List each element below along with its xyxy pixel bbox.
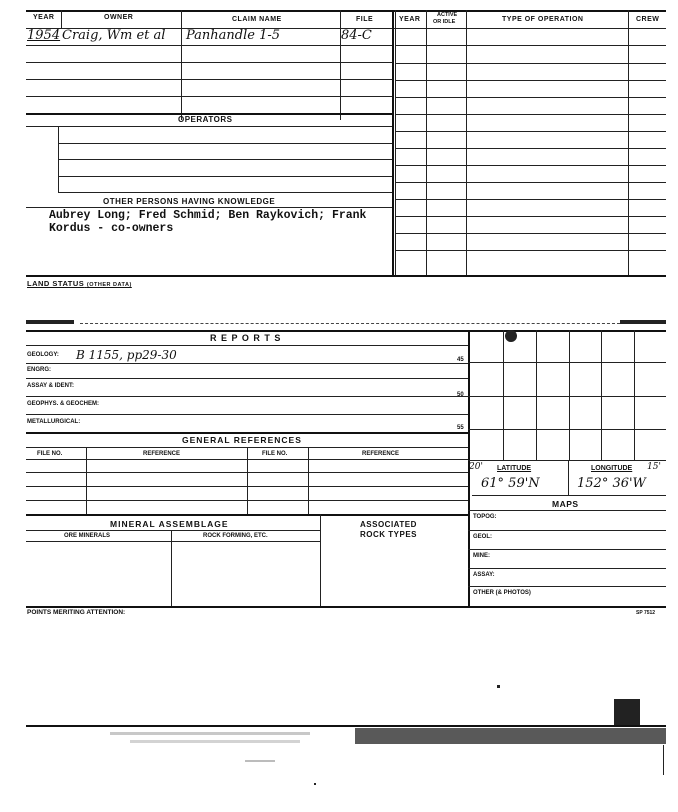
latitude-mark: 20' xyxy=(469,462,483,472)
longitude-label: LONGITUDE xyxy=(591,465,633,472)
punch-hole xyxy=(505,330,517,342)
gen-ref-header-file-2: FILE NO. xyxy=(262,451,288,457)
header-type-of-operation: TYPE OF OPERATION xyxy=(502,16,584,23)
land-status-sub: (OTHER DATA) xyxy=(86,282,132,288)
associated-rock-types-1: ASSOCIATED xyxy=(360,520,417,529)
maps-row-topog: TOPOG: xyxy=(473,514,497,520)
longitude-value: 152° 36'W xyxy=(577,476,646,491)
report-label-geophys: GEOPHYS. & GEOCHEM: xyxy=(27,401,100,407)
entry-claim-name: Panhandle 1-5 xyxy=(186,28,281,43)
report-label-assay: ASSAY & IDENT: xyxy=(27,383,75,389)
latitude-label: LATITUDE xyxy=(497,465,532,472)
ore-minerals-header: ORE MINERALS xyxy=(64,533,111,539)
gen-ref-header-file-1: FILE NO. xyxy=(37,451,63,457)
maps-row-geol: GEOL: xyxy=(473,534,492,540)
other-persons-line-1: Aubrey Long; Fred Schmid; Ben Raykovich; Frank xyxy=(49,209,367,222)
gen-ref-header-ref-1: REFERENCE xyxy=(143,451,181,457)
report-label-engrg: ENGRG: xyxy=(27,367,51,373)
rock-forming-header: ROCK FORMING, ETC. xyxy=(203,533,268,539)
land-status-label xyxy=(27,279,132,288)
operators-title: OPERATORS xyxy=(178,115,233,124)
form-number: SP 7512 xyxy=(636,610,656,616)
entry-owner: Craig, Wm et al xyxy=(62,28,166,43)
header-year-2: YEAR xyxy=(399,16,421,23)
header-crew: CREW xyxy=(636,16,660,23)
land-status-title: LAND STATUS xyxy=(27,279,85,288)
maps-title: MAPS xyxy=(552,499,579,509)
latitude-value: 61° 59'N xyxy=(481,476,540,491)
header-file: FILE xyxy=(356,16,374,23)
report-label-geology: GEOLOGY: xyxy=(27,352,59,358)
header-year: YEAR xyxy=(33,14,55,21)
header-or-idle: OR IDLE xyxy=(433,19,456,25)
other-persons-line-2: Kordus - co-owners xyxy=(49,222,174,235)
maps-row-assay: ASSAY: xyxy=(473,572,495,578)
scan-noise-band xyxy=(355,728,666,744)
other-persons-title: OTHER PERSONS HAVING KNOWLEDGE xyxy=(103,197,276,206)
side-number-2: 50 xyxy=(457,392,464,398)
points-meriting-attention-label: POINTS MERITING ATTENTION: xyxy=(27,609,126,616)
report-label-metallurgical: METALLURGICAL: xyxy=(27,419,81,425)
mineral-assemblage-title: MINERAL ASSEMBLAGE xyxy=(110,519,229,529)
maps-row-mine: MINE: xyxy=(473,553,490,559)
header-claim-name: CLAIM NAME xyxy=(232,16,282,23)
side-number-3: 55 xyxy=(457,425,464,431)
gen-ref-header-ref-2: REFERENCE xyxy=(362,451,400,457)
header-active: ACTIVE xyxy=(437,12,458,18)
scan-black-box xyxy=(614,699,640,725)
longitude-mark: 15' xyxy=(647,462,661,472)
reports-title: R E P O R T S xyxy=(210,333,282,343)
geology-value: B 1155, pp29-30 xyxy=(76,348,177,362)
associated-rock-types-2: ROCK TYPES xyxy=(360,530,418,539)
general-references-title: GENERAL REFERENCES xyxy=(182,435,302,445)
side-number-1: 45 xyxy=(457,357,464,363)
maps-row-other: OTHER (& PHOTOS) xyxy=(473,590,531,596)
entry-file: 84-C xyxy=(341,28,372,43)
entry-year: 1954 xyxy=(27,28,61,43)
header-owner: OWNER xyxy=(104,14,134,21)
